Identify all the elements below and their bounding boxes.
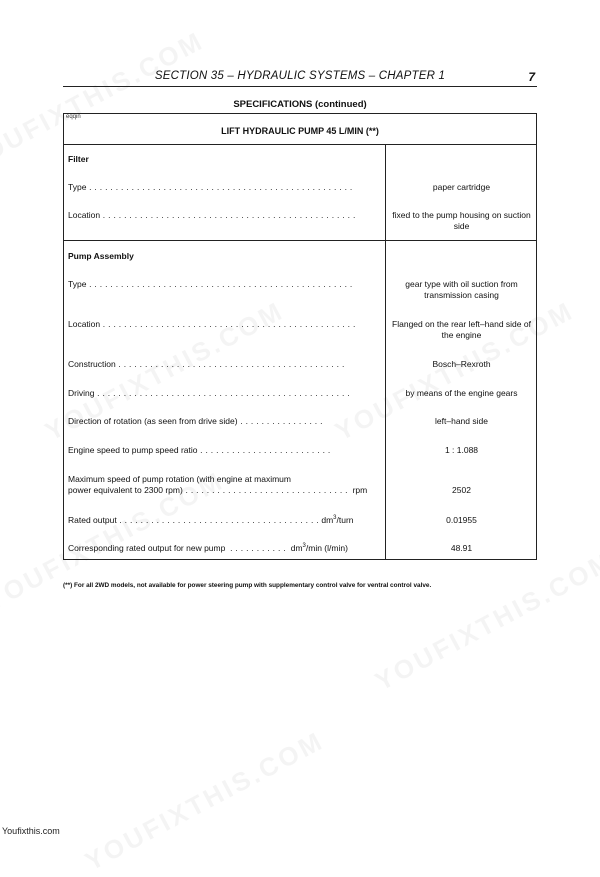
- pump-driving-value: by means of the engine gears: [405, 388, 518, 398]
- page-number: 7: [528, 70, 535, 84]
- row-label: Type . . . . . . . . . . . . . . . . . . . . . . . . . . . . . . . . . . . . . . . . . . . . . . . . . .: [68, 182, 353, 192]
- site-credit[interactable]: Youfixthis.com: [2, 826, 60, 836]
- page-header: [63, 70, 537, 87]
- row-label: Location . . . . . . . . . . . . . . . . . . . . . . . . . . . . . . . . . . . . . . . . . . . . . . . .: [68, 319, 356, 329]
- unit-text: /min (l/min): [305, 543, 348, 553]
- pump-construction-value: Bosch–Rexroth: [432, 359, 491, 369]
- specifications-title: SPECIFICATIONS (continued): [233, 99, 367, 110]
- section-heading-filter: Filter: [68, 154, 89, 164]
- pump-rotation-value: left–hand side: [435, 416, 488, 426]
- filter-type-value: paper cartridge: [432, 182, 491, 192]
- row-label: Location . . . . . . . . . . . . . . . . . . . . . . . . . . . . . . . . . . . . . . . . . . . . . . . .: [68, 210, 356, 220]
- pump-type-value: gear type with oil suction from transmission casing: [405, 279, 518, 300]
- watermark: [370, 545, 600, 697]
- label-text: Rated output: [68, 515, 117, 525]
- pump-location-value: Flanged on the rear left–hand side of the engine: [392, 319, 531, 340]
- row-label: Rated output . . . . . . . . . . . . . . . . . . . . . . . . . . . . . . . . . . . . . . $dm^3$/turn: [68, 515, 354, 525]
- unit-superscript: 3: [333, 515, 337, 522]
- table-title: LIFT HYDRAULIC PUMP 45 L/MIN (**): [221, 126, 379, 136]
- spec-table: [63, 113, 537, 560]
- footnote-marker: (**): [63, 582, 73, 589]
- pump-max-speed-value: 2502: [452, 485, 471, 495]
- label-text: Location: [68, 319, 101, 329]
- unit-text: rpm: [352, 485, 368, 495]
- label-text: Driving: [68, 388, 95, 398]
- label-text: Direction of rotation (as seen from drive side): [68, 416, 238, 426]
- section-heading-pump: Pump Assembly: [68, 251, 134, 261]
- unit-text: /turn: [336, 515, 354, 525]
- pump-ratio-value: 1 : 1.088: [444, 445, 479, 455]
- pump-corr-output-value: 48.91: [450, 543, 473, 553]
- row-label: Driving . . . . . . . . . . . . . . . . . . . . . . . . . . . . . . . . . . . . . . . . . . . . . . . .: [68, 388, 350, 398]
- label-text: Location: [68, 210, 101, 220]
- header-title: SECTION 35 – HYDRAULIC SYSTEMS – CHAPTER 1: [154, 70, 446, 82]
- label-text: Type: [68, 279, 87, 289]
- row-label: Corresponding rated output for new pump . . . . . . . . . . . $dm^3/\min$ (l/min): [68, 543, 348, 553]
- unit-text: dm: [321, 515, 334, 525]
- row-label: power equivalent to 2300 rpm) . . . . . . . . . . . . . . . . . . . . . . . . . . . . . . . rpm: [68, 485, 368, 495]
- footnote: [63, 582, 431, 589]
- pump-rated-output-value: 0.01955: [446, 515, 477, 525]
- label-text: Type: [68, 182, 87, 192]
- label-text: Maximum speed of pump rotation (with engine at maximum: [68, 474, 291, 484]
- unit-text: dm: [290, 543, 303, 553]
- watermark: [80, 725, 329, 877]
- row-label: Type . . . . . . . . . . . . . . . . . . . . . . . . . . . . . . . . . . . . . . . . . . . . . . . . . .: [68, 279, 353, 289]
- filter-location-value: fixed to the pump housing on suction side: [392, 210, 531, 231]
- footnote-text: For all 2WD models, not available for power steering pump with supplementary control valve for ventral control valve.: [72, 582, 432, 589]
- row-label: Engine speed to pump speed ratio . . . . . . . . . . . . . . . . . . . . . . . . .: [68, 445, 331, 455]
- row-label: Construction . . . . . . . . . . . . . . . . . . . . . . . . . . . . . . . . . . . . . . . . . . .: [68, 359, 345, 369]
- divider: [64, 240, 536, 241]
- doc-code: eqqin: [66, 114, 81, 120]
- label-text: Corresponding rated output for new pump: [68, 543, 226, 553]
- label-text: Engine speed to pump speed ratio: [68, 445, 198, 455]
- row-label: Direction of rotation (as seen from drive side) . . . . . . . . . . . . . . . .: [68, 416, 323, 426]
- row-label: [68, 474, 291, 485]
- label-text: Construction: [68, 359, 116, 369]
- label-text: power equivalent to 2300 rpm): [68, 485, 183, 495]
- unit-superscript: 3: [302, 543, 306, 550]
- divider: [64, 144, 536, 145]
